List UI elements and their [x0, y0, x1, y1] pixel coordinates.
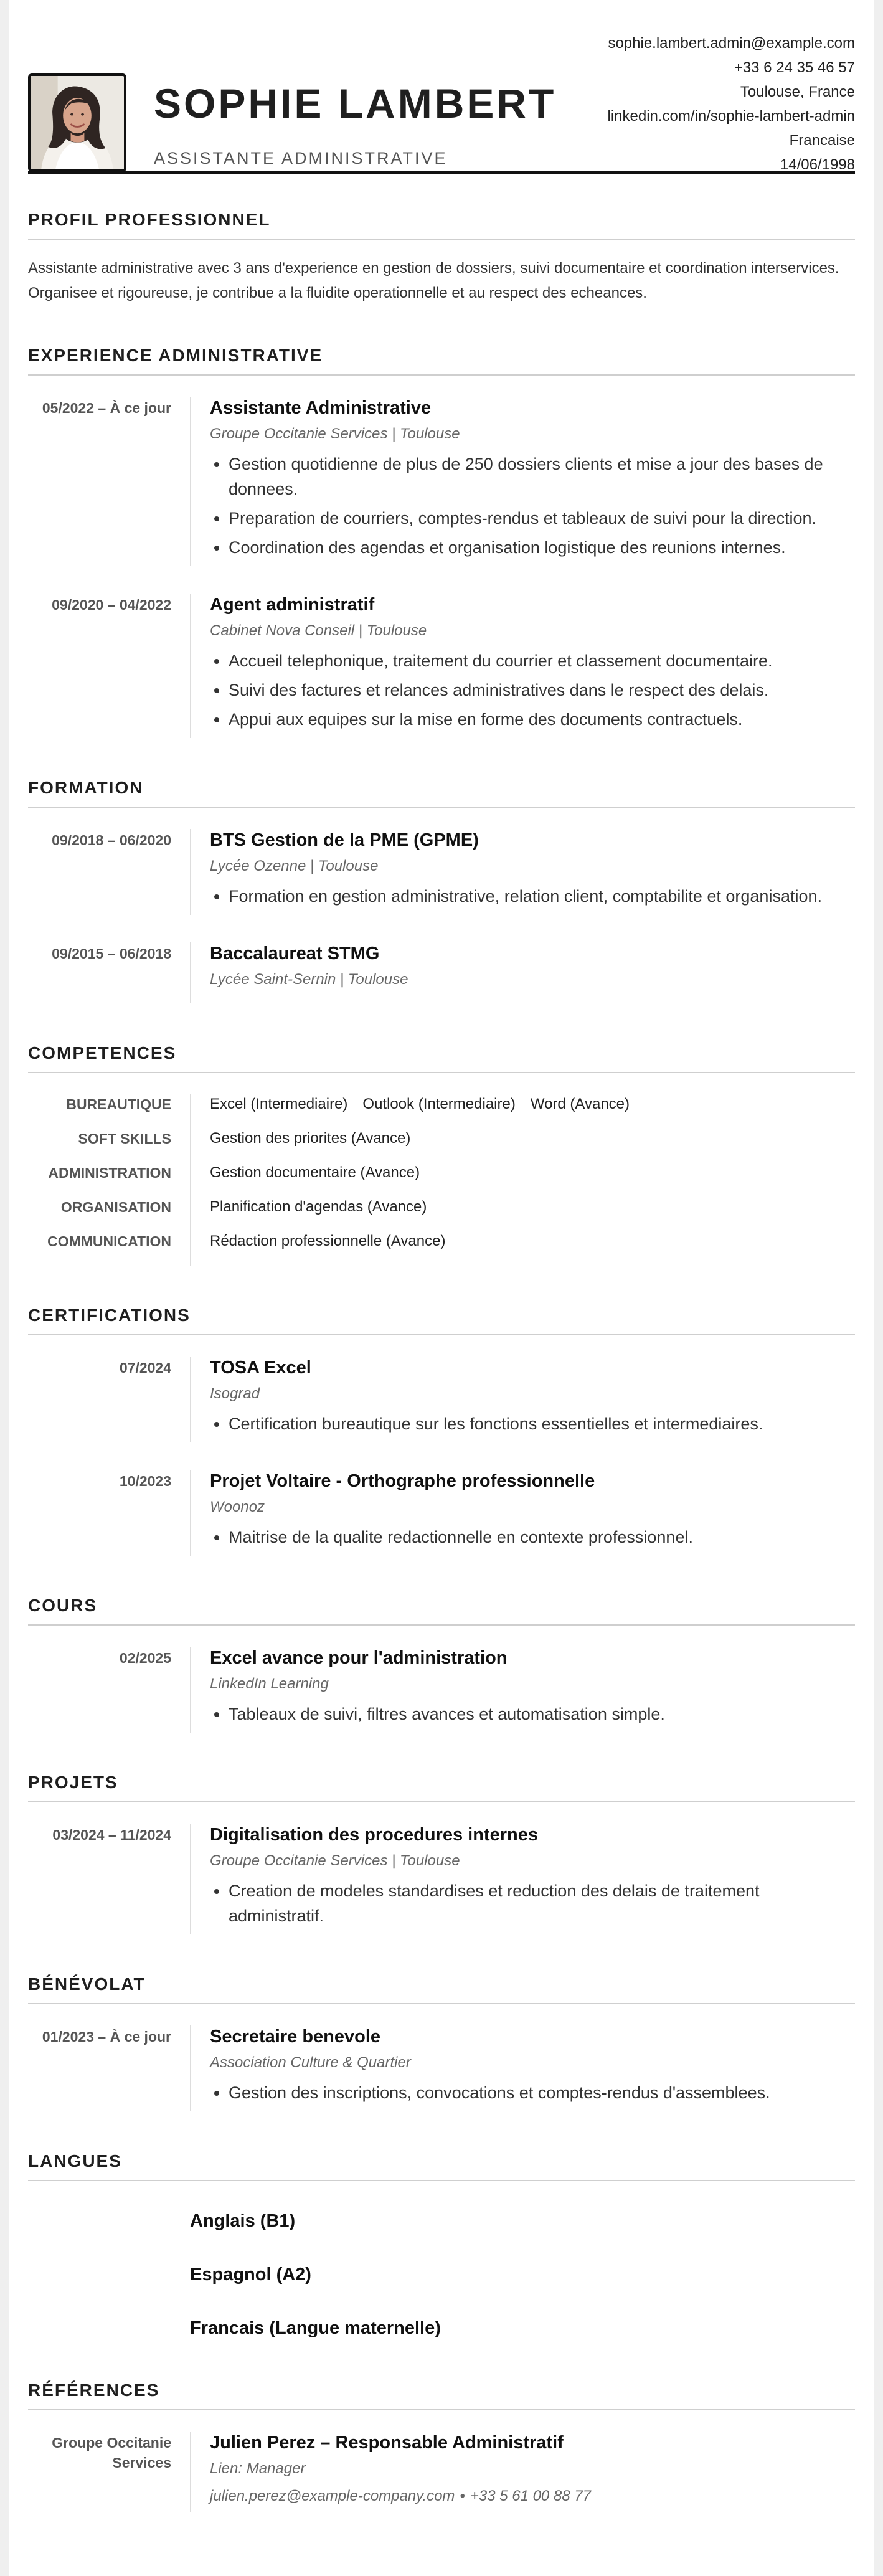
certification-entry — [28, 1470, 855, 1556]
skill-row — [28, 1163, 855, 1197]
entry-organization: LinkedIn Learning — [210, 1675, 329, 1692]
skill-row — [28, 1197, 855, 1231]
entry-organization: Association Culture & Quartier — [210, 2054, 411, 2071]
entry-bullet: • Formation en gestion administrative, relation client, comptabilite et organisation. — [229, 884, 855, 909]
section-title-profile: PROFIL PROFESSIONNEL — [28, 211, 855, 240]
entry-body — [190, 2432, 855, 2512]
entry-organization: Isograd — [210, 1385, 260, 1402]
resume-header — [28, 25, 855, 174]
section-title-volunteer: BÉNÉVOLAT — [28, 1976, 855, 2004]
skill-value: Word (Avance) — [530, 1096, 630, 1112]
skill-value: Gestion des priorites (Avance) — [210, 1130, 411, 1147]
education-section — [28, 779, 855, 1003]
skill-value: Rédaction professionnelle (Avance) — [210, 1233, 446, 1249]
entry-date: 01/2023 – À ce jour — [42, 2029, 171, 2045]
references-section — [28, 2382, 855, 2512]
contact-birthdate: 14/06/1998 — [780, 156, 855, 173]
entry-bullet: • Maitrise de la qualite redactionnelle en contexte professionnel. — [229, 1525, 855, 1550]
skill-category: BUREAUTIQUE — [66, 1096, 171, 1112]
entry-date: 09/2020 – 04/2022 — [52, 597, 171, 613]
entry-organization: Groupe Occitanie Services | Toulouse — [210, 425, 460, 442]
language-list — [190, 2202, 855, 2341]
profile-photo-icon — [31, 76, 124, 169]
entry-bullet: • Gestion quotidienne de plus de 250 dossiers clients et mise a jour des bases de donnees. — [229, 452, 855, 501]
entry-role: Agent administratif — [210, 595, 375, 615]
skill-category: ORGANISATION — [60, 1199, 171, 1215]
identity-block — [28, 73, 556, 172]
section-title-experience: EXPERIENCE ADMINISTRATIVE — [28, 347, 855, 376]
resume-page — [9, 0, 874, 2576]
entry-date: 09/2018 – 06/2020 — [52, 832, 171, 848]
entry-role: BTS Gestion de la PME (GPME) — [210, 830, 479, 850]
certification-entry — [28, 1357, 855, 1442]
skill-row — [28, 1231, 855, 1266]
entry-body — [190, 1357, 855, 1442]
experience-entry — [28, 397, 855, 566]
skill-values — [190, 1094, 855, 1129]
profile-photo — [28, 73, 126, 172]
experience-entry — [28, 594, 855, 738]
education-entry — [28, 942, 855, 1003]
reference-email[interactable]: julien.perez@example-company.com — [210, 2488, 455, 2504]
projects-section — [28, 1774, 855, 1934]
reference-company: Groupe Occitanie Services — [52, 2435, 171, 2471]
volunteer-section — [28, 1976, 855, 2111]
entry-body — [190, 1824, 855, 1934]
entry-bullet: • Preparation de courriers, comptes-rendus et tableaux de suivi pour la direction. — [229, 506, 855, 531]
candidate-name: SOPHIE LAMBERT — [154, 80, 557, 126]
skill-values — [190, 1231, 855, 1266]
certifications-section — [28, 1307, 855, 1556]
entry-bullets — [210, 884, 855, 909]
entry-bullet: • Certification bureautique sur les fonctions essentielles et intermediaires. — [229, 1411, 855, 1436]
section-title-skills: COMPETENCES — [28, 1044, 855, 1073]
contact-linkedin[interactable]: linkedin.com/in/sophie-lambert-admin — [607, 108, 855, 125]
section-title-references: RÉFÉRENCES — [28, 2382, 855, 2410]
entry-bullet: • Creation de modeles standardises et reduction des delais de traitement administratif. — [229, 1878, 855, 1928]
name-block — [154, 78, 556, 168]
entry-bullet: • Tableaux de suivi, filtres avances et automatisation simple. — [229, 1702, 855, 1726]
entry-date: 09/2015 – 06/2018 — [52, 945, 171, 962]
skill-value: Outlook (Intermediaire) — [362, 1096, 516, 1112]
entry-bullets — [210, 2080, 855, 2105]
experience-section — [28, 347, 855, 738]
entry-date: 02/2025 — [119, 1650, 171, 1666]
contact-block — [607, 31, 855, 177]
skill-value: Gestion documentaire (Avance) — [210, 1164, 420, 1181]
entry-organization: Cabinet Nova Conseil | Toulouse — [210, 622, 427, 639]
candidate-title: ASSISTANTE ADMINISTRATIVE — [154, 148, 448, 168]
entry-body — [190, 1470, 855, 1556]
skill-values — [190, 1197, 855, 1231]
entry-body — [190, 1647, 855, 1733]
entry-bullets — [210, 1702, 855, 1726]
profile-summary: Assistante administrative avec 3 ans d'experience en gestion de dossiers, suivi documentaire et coordination interservices. Organisee et rigoureuse, je contribue a la fluidite operationnelle et au respect des echeances. — [28, 260, 839, 301]
entry-bullet: • Coordination des agendas et organisation logistique des reunions internes. — [229, 535, 855, 560]
entry-date: 03/2024 – 11/2024 — [52, 1827, 171, 1843]
section-title-projects: PROJETS — [28, 1774, 855, 1802]
contact-email[interactable]: sophie.lambert.admin@example.com — [608, 35, 855, 52]
skill-category: ADMINISTRATION — [48, 1165, 171, 1181]
reference-separator: • — [460, 2488, 465, 2504]
skill-values — [190, 1129, 855, 1163]
reference-phone[interactable]: +33 5 61 00 88 77 — [470, 2488, 592, 2504]
entry-date: 10/2023 — [119, 1473, 171, 1489]
entry-organization: Woonoz — [210, 1499, 265, 1515]
entry-bullets — [210, 648, 855, 732]
reference-entry — [28, 2432, 855, 2512]
languages-section — [28, 2152, 855, 2341]
language-item: Espagnol (A2) — [190, 2265, 311, 2285]
entry-date: 07/2024 — [119, 1360, 171, 1376]
entry-body — [190, 594, 855, 738]
entry-role: Digitalisation des procedures internes — [210, 1825, 538, 1845]
entry-body — [190, 2025, 855, 2111]
contact-location: Toulouse, France — [740, 83, 855, 100]
volunteer-entry — [28, 2025, 855, 2111]
section-title-education: FORMATION — [28, 779, 855, 808]
entry-role: Excel avance pour l'administration — [210, 1648, 508, 1668]
entry-organization: Groupe Occitanie Services | Toulouse — [210, 1852, 460, 1869]
reference-contact — [210, 2486, 855, 2506]
language-item: Francais (Langue maternelle) — [190, 2318, 441, 2338]
entry-bullets — [210, 1525, 855, 1550]
entry-body — [190, 829, 855, 915]
entry-organization: Lycée Ozenne | Toulouse — [210, 858, 379, 874]
skill-value: Planification d'agendas (Avance) — [210, 1198, 427, 1215]
entry-role: Baccalaureat STMG — [210, 944, 380, 964]
course-entry — [28, 1647, 855, 1733]
skill-values — [190, 1163, 855, 1197]
entry-bullet: • Suivi des factures et relances administratives dans le respect des delais. — [229, 678, 855, 703]
section-title-courses: COURS — [28, 1597, 855, 1626]
skill-row — [28, 1129, 855, 1163]
contact-nationality: Francaise — [789, 132, 855, 149]
project-entry — [28, 1824, 855, 1934]
entry-role: Assistante Administrative — [210, 398, 432, 418]
skill-value: Excel (Intermediaire) — [210, 1096, 348, 1112]
entry-bullets — [210, 1411, 855, 1436]
entry-bullets — [210, 1878, 855, 1928]
skills-section — [28, 1044, 855, 1266]
entry-role: Projet Voltaire - Orthographe professionnelle — [210, 1471, 595, 1491]
entry-date: 05/2022 – À ce jour — [42, 400, 171, 416]
courses-section — [28, 1597, 855, 1733]
skill-row — [28, 1094, 855, 1129]
entry-bullet: • Gestion des inscriptions, convocations et comptes-rendus d'assemblees. — [229, 2080, 855, 2105]
profile-section — [28, 211, 855, 306]
contact-phone[interactable]: +33 6 24 35 46 57 — [734, 59, 855, 76]
entry-bullets — [210, 452, 855, 560]
entry-organization: Lycée Saint-Sernin | Toulouse — [210, 971, 408, 988]
skill-category: SOFT SKILLS — [78, 1130, 171, 1147]
language-item: Anglais (B1) — [190, 2211, 296, 2231]
entry-body — [190, 942, 855, 1003]
reference-link: Lien: Manager — [210, 2460, 306, 2477]
entry-role: Secretaire benevole — [210, 2027, 381, 2047]
reference-name-role: Julien Perez – Responsable Administratif — [210, 2433, 564, 2453]
entry-bullet: • Appui aux equipes sur la mise en forme des documents contractuels. — [229, 707, 855, 732]
entry-body — [190, 397, 855, 566]
entry-role: TOSA Excel — [210, 1358, 311, 1378]
education-entry — [28, 829, 855, 915]
section-title-languages: LANGUES — [28, 2152, 855, 2181]
skill-category: COMMUNICATION — [47, 1233, 171, 1249]
section-title-certifications: CERTIFICATIONS — [28, 1307, 855, 1335]
entry-bullet: • Accueil telephonique, traitement du courrier et classement documentaire. — [229, 648, 855, 673]
